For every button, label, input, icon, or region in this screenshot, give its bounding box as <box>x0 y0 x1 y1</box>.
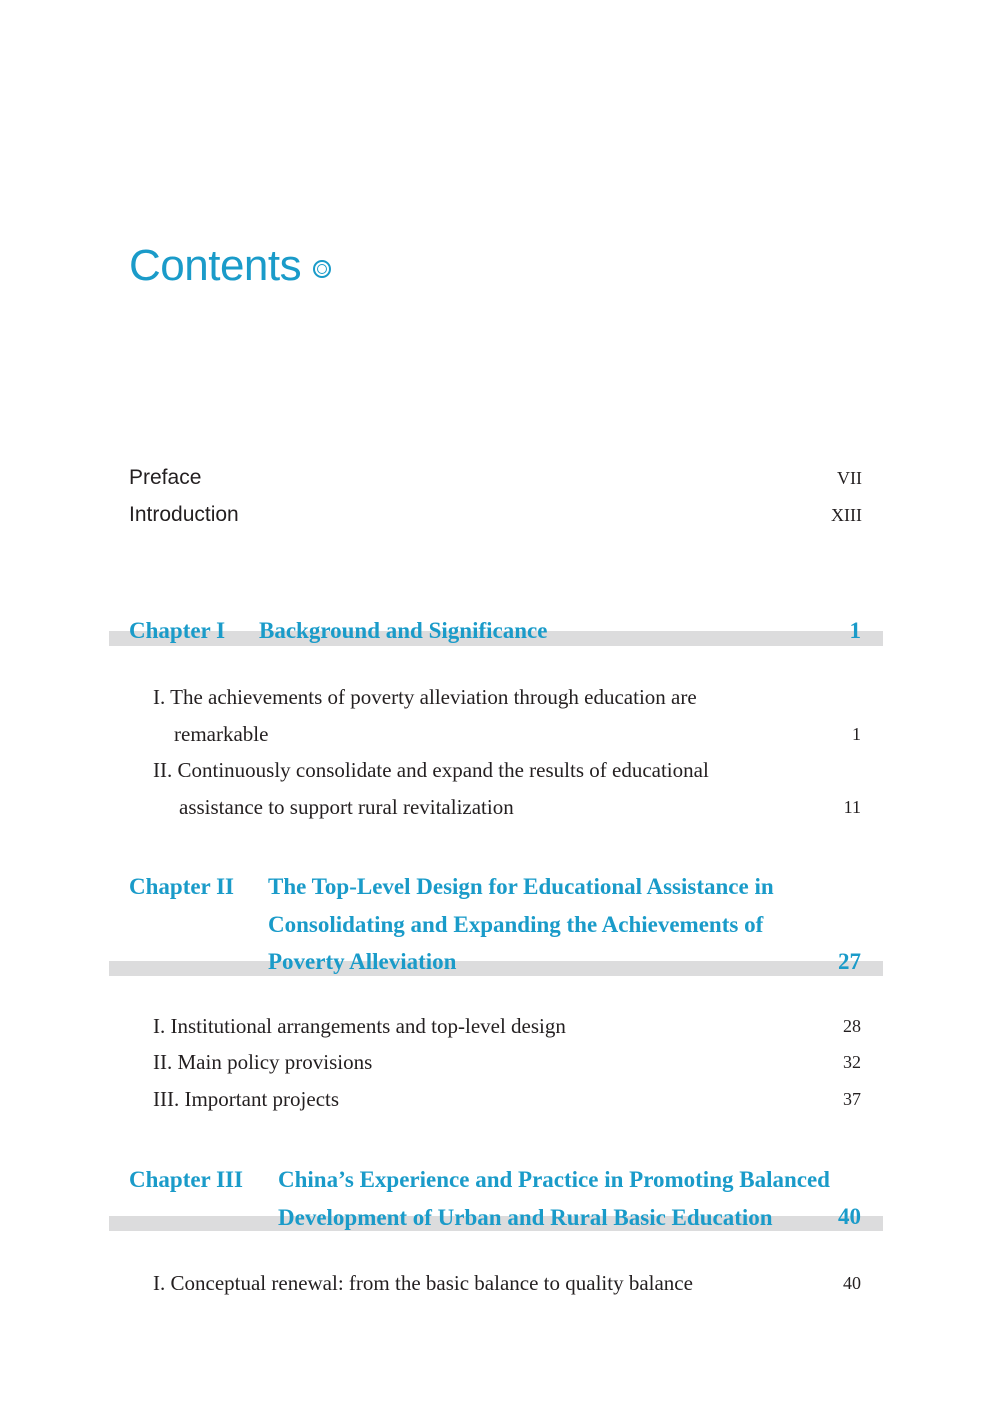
toc-section-line: II. Main policy provisions <box>153 1050 373 1074</box>
page-title-text: Contents <box>129 241 302 290</box>
chapter-2-page: 27 <box>838 949 861 974</box>
chapter-title-line: China’s Experience and Practice in Promoting Balanced <box>278 1167 830 1192</box>
toc-section-page: 28 <box>843 1016 861 1036</box>
toc-section-line: assistance to support rural revitalization <box>179 795 514 819</box>
toc-section-2-2[interactable] <box>153 1044 372 1081</box>
toc-section-page: 37 <box>843 1089 861 1109</box>
toc-entry-label: Preface <box>129 466 202 489</box>
chapter-title-line: Development of Urban and Rural Basic Education <box>278 1204 773 1230</box>
toc-section-2-3[interactable] <box>153 1081 339 1118</box>
toc-section-line: II. Continuously consolidate and expand the results of educational <box>153 758 709 782</box>
toc-section-line: I. Conceptual renewal: from the basic balance to quality balance <box>153 1271 693 1295</box>
double-circle-icon <box>313 260 331 278</box>
chapter-2-title[interactable] <box>268 868 774 981</box>
toc-section-1-1[interactable] <box>153 679 697 753</box>
toc-section-page: 32 <box>843 1052 861 1072</box>
chapter-title-line: Background and Significance <box>259 618 548 643</box>
toc-section-line: III. Important projects <box>153 1087 340 1111</box>
chapter-title-line: Consolidating and Expanding the Achievements of <box>268 911 764 937</box>
toc-section-1-2[interactable] <box>153 752 709 826</box>
toc-section-page: 1 <box>852 724 861 744</box>
chapter-title-line: The Top-Level Design for Educational Assistance in <box>268 874 774 899</box>
toc-entry-page: VII <box>837 467 862 488</box>
toc-section-2-1[interactable] <box>153 1008 566 1045</box>
toc-section-page: 40 <box>843 1273 861 1293</box>
chapter-1-title[interactable] <box>259 612 547 650</box>
chapter-3-page: 40 <box>838 1204 861 1229</box>
toc-section-line: I. Institutional arrangements and top-level design <box>153 1014 566 1038</box>
toc-entry-label: Introduction <box>129 503 239 526</box>
chapter-3-title[interactable] <box>278 1161 830 1236</box>
chapter-2-number[interactable]: Chapter II <box>129 874 235 899</box>
toc-section-line: remarkable <box>174 722 269 746</box>
chapter-1-page: 1 <box>849 618 861 643</box>
toc-entry-introduction[interactable] <box>129 500 862 530</box>
toc-section-page: 11 <box>843 797 861 817</box>
toc-entry-preface[interactable] <box>129 463 862 493</box>
page-title <box>129 236 331 296</box>
chapter-1-number[interactable]: Chapter I <box>129 618 226 643</box>
toc-section-line: I. The achievements of poverty alleviation through education are <box>153 685 697 709</box>
chapter-title-line: Poverty Alleviation <box>268 949 457 974</box>
toc-section-3-1[interactable] <box>153 1265 693 1302</box>
chapter-3-number[interactable]: Chapter III <box>129 1167 243 1192</box>
toc-entry-page: XIII <box>831 504 862 525</box>
